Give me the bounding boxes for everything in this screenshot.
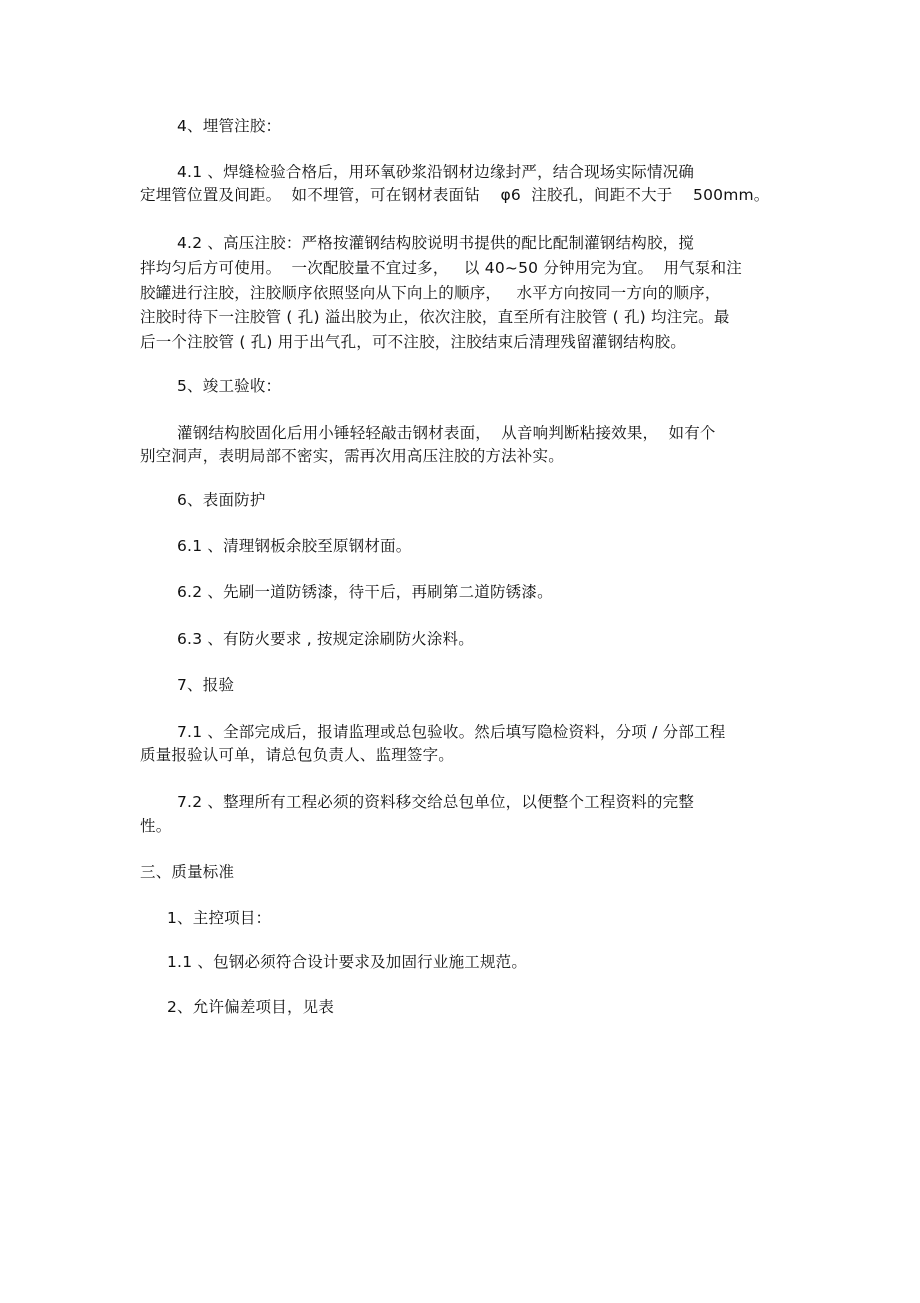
item-6-1: 6.1 、清理钢板余胶至原钢材面。 (177, 537, 412, 555)
paragraph-4-2-line-3: 胶罐进行注胶，注胶顺序依照竖向从下向上的顺序， 水平方向按同一方向的顺序， (140, 284, 721, 302)
paragraph-4-2-line-2: 拌均匀后方可使用。 一次配胶量不宜过多， 以 40~50 分钟用完为宜。 用气泵和注 (140, 259, 742, 277)
heading-6: 6、表面防护 (177, 491, 266, 509)
heading-4: 4、埋管注胶： (177, 117, 282, 135)
paragraph-4-1-line-2: 定埋管位置及间距。 如不埋管，可在钢材表面钻 φ6 注胶孔，间距不大于 500mm。 (140, 186, 770, 204)
item-1-1: 1.1 、包钢必须符合设计要求及加固行业施工规范。 (167, 953, 528, 971)
item-2-allowable-deviation: 2、允许偏差项目，见表 (167, 998, 335, 1016)
heading-main-control-items: 1、主控项目： (167, 909, 272, 927)
heading-5: 5、竣工验收： (177, 377, 282, 395)
item-6-3: 6.3 、有防火要求 , 按规定涂刷防火涂料。 (177, 630, 474, 648)
paragraph-4-2-line-4: 注胶时待下一注胶管 ( 孔) 溢出胶为止，依次注胶，直至所有注胶管 ( 孔) 均注完。最 (140, 308, 730, 326)
paragraph-7-2-line-2: 性。 (140, 817, 172, 835)
heading-7: 7、报验 (177, 676, 235, 694)
paragraph-7-1-line-2: 质量报验认可单，请总包负责人、监理签字。 (140, 746, 455, 764)
paragraph-4-2-line-1: 4.2 、高压注胶：严格按灌钢结构胶说明书提供的配比配制灌钢结构胶，搅 (177, 234, 695, 252)
paragraph-7-1-line-1: 7.1 、全部完成后，报请监理或总包验收。然后填写隐检资料，分项 / 分部工程 (177, 723, 726, 741)
paragraph-5-line-2: 别空洞声，表明局部不密实，需再次用高压注胶的方法补实。 (140, 447, 564, 465)
paragraph-4-2-line-5: 后一个注胶管 ( 孔) 用于出气孔，可不注胶，注胶结束后清理残留灌钢结构胶。 (140, 333, 686, 351)
paragraph-4-1-line-1: 4.1 、焊缝检验合格后，用环氧砂浆沿钢材边缘封严，结合现场实际情况确 (177, 163, 695, 181)
item-6-2: 6.2 、先刷一道防锈漆，待干后，再刷第二道防锈漆。 (177, 583, 553, 601)
paragraph-5-line-1: 灌钢结构胶固化后用小锤轻轻敲击钢材表面， 从音响判断粘接效果， 如有个 (177, 424, 716, 442)
heading-quality-standards: 三、质量标准 (140, 863, 235, 881)
paragraph-7-2-line-1: 7.2 、整理所有工程必须的资料移交给总包单位，以便整个工程资料的完整 (177, 793, 695, 811)
